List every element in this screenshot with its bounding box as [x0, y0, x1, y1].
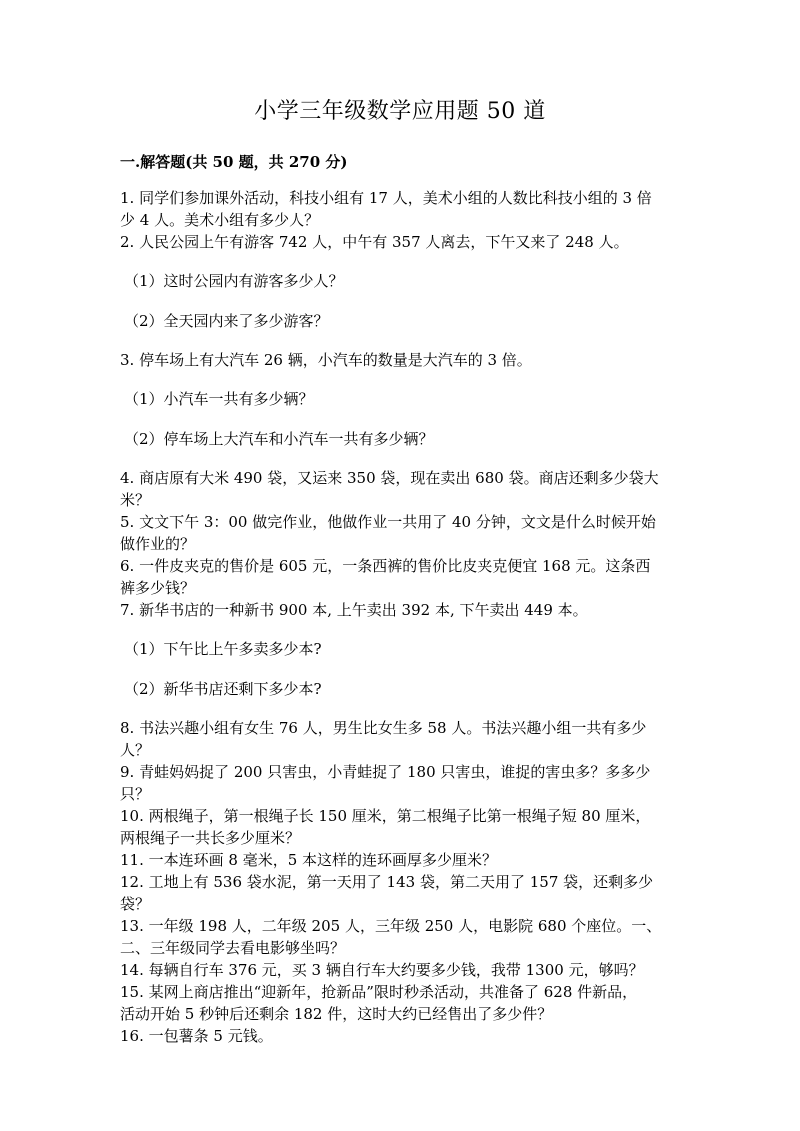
question-3-line-1: 3. 停车场上有大汽车 26 辆，小汽车的数量是大汽车的 3 倍。 — [120, 351, 532, 369]
question-1-line-2: 少 4 人。美术小组有多少人？ — [120, 211, 320, 229]
question-13-line-1: 13. 一年级 198 人，二年级 205 人，三年级 250 人，电影院 680 个座位。一、 — [120, 917, 662, 935]
question-10-line-1: 10. 两根绳子，第一根绳子长 150 厘米，第二根绳子比第一根绳子短 80 厘米， — [120, 807, 651, 825]
question-4-line-1: 4. 商店原有大米 490 袋，又运来 350 袋，现在卖出 680 袋。商店还剩多少袋大 — [120, 469, 659, 487]
question-2-part-1: （1）这时公园内有游客多少人？ — [124, 272, 344, 290]
section-heading: 一.解答题(共 50 题，共 270 分) — [120, 153, 348, 171]
question-6-line-2: 裤多少钱？ — [120, 579, 196, 597]
question-7-part-2: （2）新华书店还剩下多少本? — [124, 680, 322, 698]
question-6-line-1: 6. 一件皮夹克的售价是 605 元，一条西裤的售价比皮夹克便宜 168 元。这条西 — [120, 557, 651, 575]
question-2-part-2: （2）全天园内来了多少游客？ — [124, 312, 329, 330]
question-9-line-2: 只？ — [120, 785, 151, 803]
question-16-line-1: 16. 一包薯条 5 元钱。 — [120, 1027, 273, 1045]
question-8-line-1: 8. 书法兴趣小组有女生 76 人，男生比女生多 58 人。书法兴趣小组一共有多少 — [120, 719, 647, 737]
question-15-line-1: 15. 某网上商店推出“迎新年，抢新品”限时秒杀活动，共准备了 628 件新品， — [120, 983, 638, 1001]
question-8-line-2: 人？ — [120, 741, 151, 759]
page-title: 小学三年级数学应用题 50 道 — [254, 99, 546, 124]
question-7-part-1: （1）下午比上午多卖多少本? — [124, 640, 322, 658]
question-5-line-2: 做作业的？ — [120, 535, 196, 553]
question-9-line-1: 9. 青蛙妈妈捉了 200 只害虫，小青蛙捉了 180 只害虫，谁捉的害虫多？多多少 — [120, 763, 651, 781]
question-3-part-2: （2）停车场上大汽车和小汽车一共有多少辆？ — [124, 430, 434, 448]
question-7-line-1: 7. 新华书店的一种新书 900 本, 上午卖出 392 本, 下午卖出 449 本。 — [120, 601, 588, 619]
question-3-part-1: （1）小汽车一共有多少辆？ — [124, 390, 314, 408]
question-14-line-1: 14. 每辆自行车 376 元，买 3 辆自行车大约要多少钱，我带 1300 元，够吗？ — [120, 961, 644, 979]
question-1-line-1: 1. 同学们参加课外活动，科技小组有 17 人，美术小组的人数比科技小组的 3 倍 — [120, 189, 652, 207]
question-12-line-1: 12. 工地上有 536 袋水泥，第一天用了 143 袋，第二天用了 157 袋，还剩多少 — [120, 873, 654, 891]
question-11-line-1: 11. 一本连环画 8 毫米，5 本这样的连环画厚多少厘米？ — [120, 851, 498, 869]
question-4-line-2: 米？ — [120, 491, 151, 509]
question-15-line-2: 活动开始 5 秒钟后还剩余 182 件，这时大约已经售出了多少件？ — [120, 1005, 553, 1023]
question-10-line-2: 两根绳子一共长多少厘米？ — [120, 829, 301, 847]
question-2-line-1: 2. 人民公园上午有游客 742 人，中午有 357 人离去，下午又来了 248 人。 — [120, 233, 629, 251]
question-5-line-1: 5. 文文下午 3：00 做完作业，他做作业一共用了 40 分钟，文文是什么时候开始 — [120, 513, 656, 531]
question-13-line-2: 二、三年级同学去看电影够坐吗？ — [120, 939, 346, 957]
question-12-line-2: 袋？ — [120, 895, 151, 913]
